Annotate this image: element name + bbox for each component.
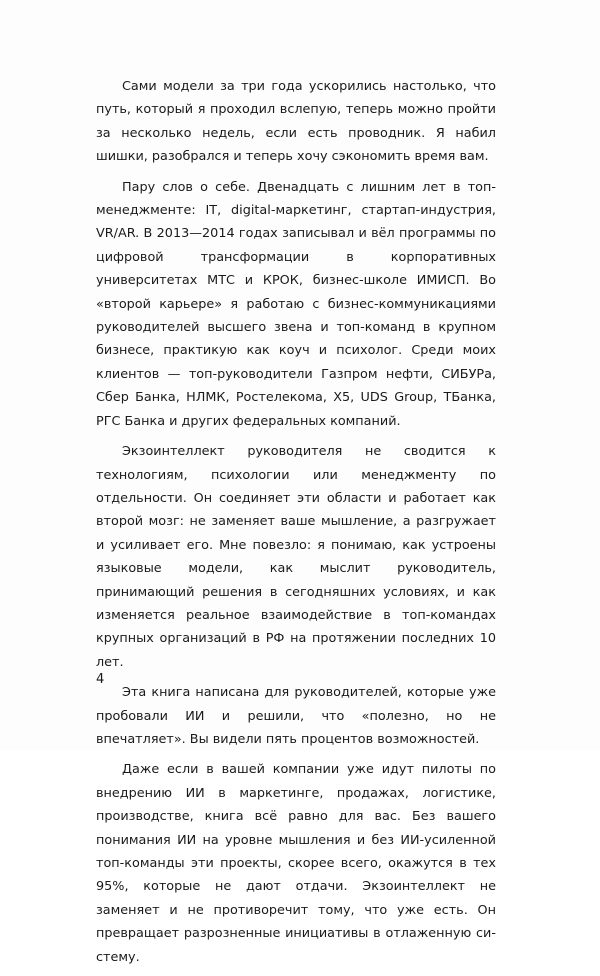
- page-number: 4: [96, 672, 105, 687]
- paragraph-5: Даже если в вашей компании уже идут пилоты по внедрению ИИ в маркетинге, продажах, логистике, производстве, книга всё равно для вас. Без вашего понимания ИИ на уровне мышления и без ИИ-усиленной топ-команды эти проекты, скорее всего, окажутся в тех 95%, которые не дают отдачи. Экзоинтеллект не заменяет и не противоречит тому, что уже есть. Он превращает разрозненные инициативы в отлаженную систему.: [96, 762, 496, 965]
- paragraph-4: Эта книга написана для руководителей, которые уже пробовали ИИ и решили, что «полезно, но не впечатляет». Вы видели пять процентов возможностей.: [96, 685, 496, 747]
- body-text: [96, 75, 496, 976]
- paragraph-2: Пару слов о себе. Двенадцать с лишним лет в топ-менеджменте: IT, digital-маркетинг, стартап-индустрия, VR/AR. В 2013—2014 годах записывал и вёл программы по цифровой трансформации в корпоративных университетах МТС и КРОК, бизнес-школе ИМИСП. Во «второй карьере» я работаю с бизнес-коммуникациями руководителей высшего звена и топ-команд в крупном бизнесе, практикую как коуч и психолог. Среди моих клиентов — топ-руководители Газпром нефти, СИБУРа, Сбер Банка, НЛМК, Ростелекома, X5, UDS Group, ТБанка, РГС Банка и других федеральных компаний.: [96, 179, 496, 429]
- paragraph-1: Сами модели за три года ускорились настолько, что путь, который я проходил вслепую, теперь можно пройти за несколько недель, если есть проводник. Я набил шишки, разобрался и теперь хочу сэкономить время вам.: [96, 79, 496, 165]
- paragraph-3: Экзоинтеллект руководителя не сводится к технологиям, психологии или менеджменту по отдельности. Он соединяет эти области и работает как второй мозг: не заменяет ваше мышление, а разгружает и усиливает его. Мне повезло: я понимаю, как устроены языковые модели, как мыслит руководитель, принимающий решения в сегодняшних условиях, и как изменяется реальное взаимодействие в топ-командах крупных организаций в РФ на протяжении последних 10 лет.: [96, 444, 496, 670]
